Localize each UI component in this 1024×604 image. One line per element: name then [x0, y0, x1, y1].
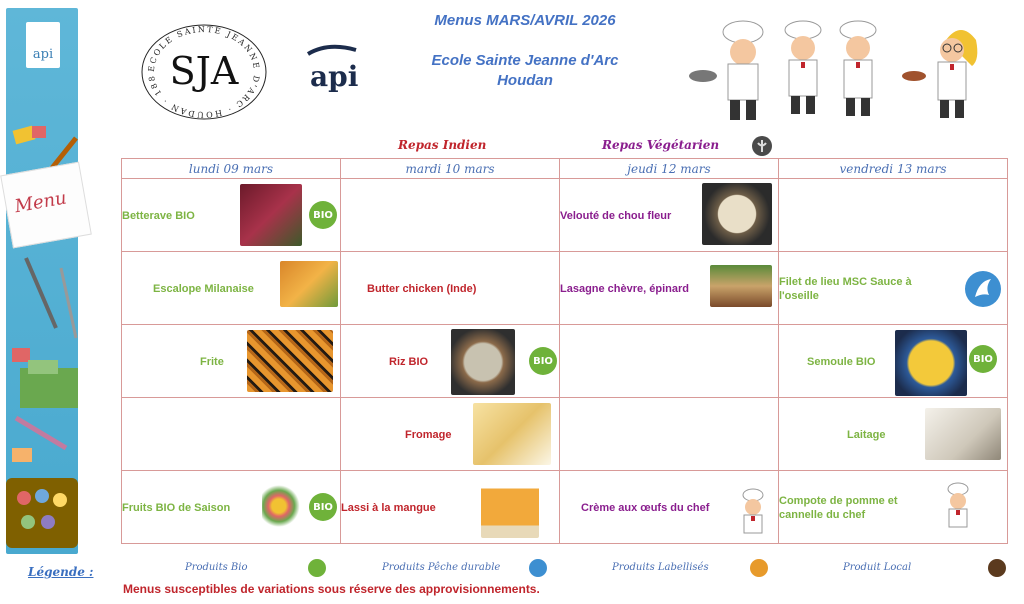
dish-name: Filet de lieu MSC Sauce à l'oseille [779, 276, 912, 302]
menu-course-row [122, 398, 1008, 471]
menu-cell [779, 398, 1008, 471]
chefs-illustration [688, 18, 988, 123]
lasagne-photo [710, 265, 772, 307]
menu-cell [560, 252, 779, 325]
cheese-photo [473, 403, 551, 465]
bio-icon: BIO [309, 201, 337, 229]
fries-photo [247, 330, 333, 392]
menu-cell [341, 325, 560, 398]
menu-cell [122, 179, 341, 252]
decorative-side-strip [6, 8, 78, 554]
api-logo [300, 40, 370, 98]
dish-name: Lassi à la mangue [341, 502, 436, 514]
menu-course-row [122, 471, 1008, 544]
menu-word: Menu [13, 187, 69, 218]
menu-cell [560, 471, 779, 544]
day-header: mardi 10 mars [341, 159, 560, 179]
escalope-photo [280, 261, 338, 307]
menu-cell [341, 179, 560, 252]
menu-cell [341, 252, 560, 325]
fruits-photo [262, 482, 304, 530]
lassi-photo [481, 476, 539, 538]
variation-disclaimer: Menus susceptibles de variations sous réserve des approvisionnements. [123, 582, 540, 596]
menu-cell [779, 471, 1008, 544]
menu-cell [341, 471, 560, 544]
dish-name: Compote de pomme et cannelle du chef [779, 495, 898, 521]
menu-cell [122, 398, 341, 471]
dish-name: Frite [200, 356, 224, 368]
bio-icon [308, 559, 326, 577]
dish-name: Escalope Milanaise [153, 283, 254, 295]
menu-cell [779, 325, 1008, 398]
dish-name: Laitage [847, 429, 886, 441]
legend-title: Légende : [28, 565, 94, 579]
bio-icon: BIO [529, 347, 557, 375]
rice-photo [451, 329, 515, 395]
menu-course-row [122, 179, 1008, 252]
dish-name: Fruits BIO de Saison [122, 502, 231, 514]
soup-photo [702, 183, 772, 245]
menu-cell [122, 252, 341, 325]
legend-item-local: Produit Local [843, 562, 912, 573]
school-supplies-illustration [6, 8, 78, 554]
dish-name: Betterave BIO [122, 210, 195, 222]
semolina-photo [895, 330, 967, 396]
menu-cell [560, 325, 779, 398]
dish-name: Crème aux œufs du chef [581, 502, 710, 514]
sja-logo-center-text: SJA [169, 49, 239, 93]
sja-logo-ring-text: ECOLE SAINTE JEANNE D'ARC · HOUDAN · 188 [146, 24, 262, 120]
school-town: Houdan [497, 72, 553, 89]
weekly-menu-table [121, 158, 1008, 544]
legend-item-label: Produits Labellisés [612, 562, 709, 573]
dish-name: Lasagne chèvre, épinard [560, 283, 689, 295]
menu-cell [122, 325, 341, 398]
fish-icon [965, 271, 1001, 307]
vegetarian-icon [752, 136, 772, 156]
day-header: lundi 09 mars [122, 159, 341, 179]
chef-icon [941, 481, 975, 534]
api-logo-text: api [32, 47, 54, 62]
label-icon [750, 559, 768, 577]
legend-item-fishing: Produits Pêche durable [382, 562, 501, 573]
local-icon [988, 559, 1006, 577]
menu-paper-decoration [0, 162, 92, 249]
indian-meal-label: Repas Indien [398, 138, 487, 152]
dish-name: Fromage [405, 429, 452, 441]
dish-name: Semoule BIO [807, 356, 876, 368]
day-header: vendredi 13 mars [779, 159, 1008, 179]
fish-icon [529, 559, 547, 577]
dairy-photo [925, 408, 1001, 460]
legend-item-bio: Produits Bio [185, 562, 248, 573]
bio-icon: BIO [309, 493, 337, 521]
sja-school-logo [130, 22, 278, 122]
menu-cell [779, 252, 1008, 325]
menu-cell [122, 471, 341, 544]
dish-name: Butter chicken (Inde) [367, 283, 477, 295]
menu-period-title: Menus MARS/AVRIL 2026 [434, 12, 616, 29]
menu-course-row [122, 252, 1008, 325]
menu-cell [560, 179, 779, 252]
menu-cell [560, 398, 779, 471]
menu-cell [779, 179, 1008, 252]
vegetarian-meal-label: Repas Végétarien [602, 138, 720, 152]
bio-icon: BIO [969, 345, 997, 373]
dish-name: Velouté de chou fleur [560, 210, 672, 222]
day-header-row [122, 159, 1008, 179]
menu-cell [341, 398, 560, 471]
api-logo-text: api [310, 60, 359, 93]
day-header: jeudi 12 mars [560, 159, 779, 179]
school-name: Ecole Sainte Jeanne d'Arc [431, 52, 619, 69]
beetroot-photo [240, 184, 302, 246]
chef-icon [736, 487, 770, 540]
dish-name: Riz BIO [389, 356, 429, 368]
menu-course-row [122, 325, 1008, 398]
